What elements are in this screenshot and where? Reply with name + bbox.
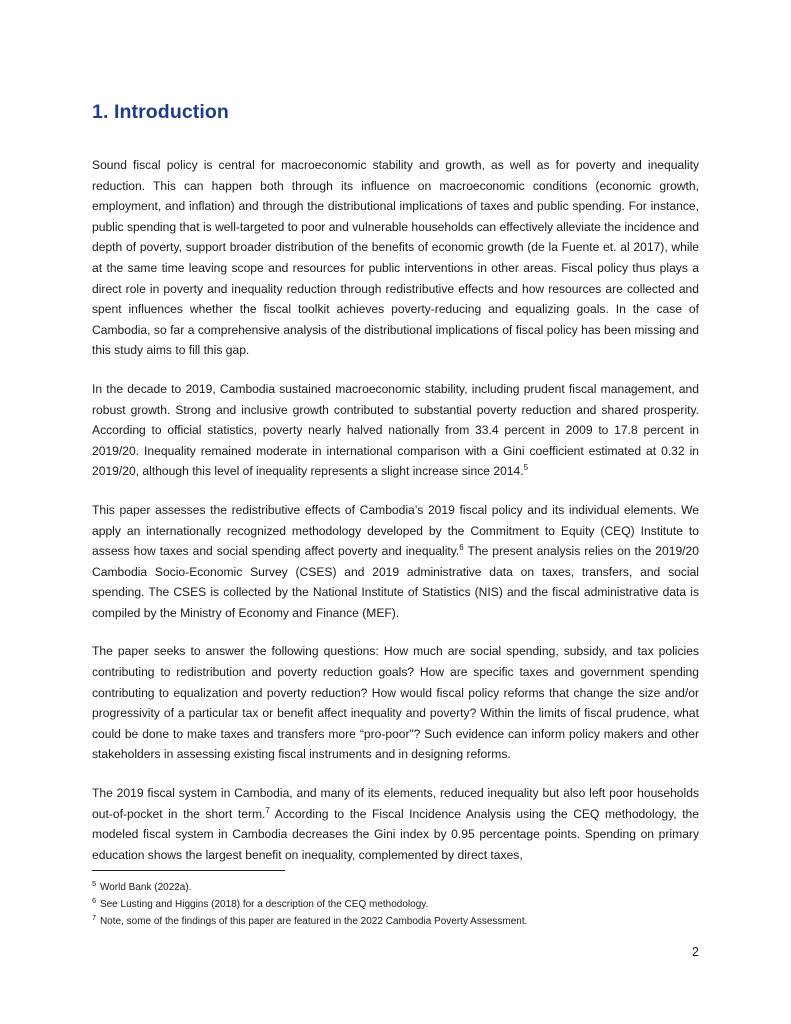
paragraph-3-text-a: This paper assesses the redistributive effects of Cambodia’s 2019 fiscal policy and its individual elements. We apply an internationally recognized methodology developed by the Commitment to Equity (CEQ) Institute to assess how taxes and social spending affect poverty and inequality. [92, 502, 699, 559]
page-number: 2 [692, 945, 699, 959]
footnote-number: 5 [92, 878, 97, 888]
footnote-ref-7[interactable]: 7 [265, 805, 270, 815]
footnote-text: See Lusting and Higgins (2018) for a description of the CEQ methodology. [99, 899, 429, 911]
footnote-item [92, 913, 699, 930]
footnote-number: 6 [92, 895, 97, 905]
paragraph-3-text-b: The present analysis relies on the 2019/20 Cambodia Socio-Economic Survey (CSES) and 2019 administrative data on taxes, transfers, and social spending. The CSES is collected by the National Institute of Statistics (NIS) and the fiscal administrative data is compiled by the Ministry of Economy and Finance (MEF). [92, 544, 699, 620]
paragraph-2 [92, 379, 699, 482]
section-title: 1. Introduction [92, 101, 229, 123]
footnote-item [92, 896, 699, 913]
paragraph-1: Sound fiscal policy is central for macroeconomic stability and growth, as well as for poverty and inequality reduction. This can happen both through its influence on macroeconomic conditions (economic growth, employment, and inflation) and through the distributional implications of taxes and public spending. For instance, public spending that is well-targeted to poor and vulnerable households can effectively alleviate the incidence and depth of poverty, support broader distribution of the benefits of economic growth (de la Fuente et. al 2017), while at the same time leaving scope and resources for public interventions in other areas. Fiscal policy thus plays a direct role in poverty and inequality reduction through redistributive effects and how resources are collected and spent influences whether the fiscal toolkit achieves poverty-reducing and equalizing goals. In the case of Cambodia, so far a comprehensive analysis of the distributional implications of fiscal policy has been missing and this study aims to fill this gap. [92, 158, 699, 358]
paragraph-5-text-b: According to the Fiscal Incidence Analysis using the CEQ methodology, the modeled fiscal system in Cambodia decreases the Gini index by 0.95 percentage points. Spending on primary education shows the largest benefit on inequality, complemented by direct taxes, [92, 806, 700, 862]
footnote-number: 7 [92, 913, 97, 923]
footnote-separator [92, 870, 285, 871]
paragraph-5-text-a: The 2019 fiscal system in Cambodia, and many of its elements, reduced inequality but also left poor households out-of-pocket in the short term. [92, 786, 699, 821]
footnote-item [92, 879, 699, 896]
body-text [92, 155, 699, 883]
footnote-text: Note, some of the findings of this paper are featured in the 2022 Cambodia Poverty Assessment. [99, 916, 528, 928]
footnote-text: World Bank (2022a). [99, 882, 192, 893]
paragraph-3 [92, 500, 699, 624]
paragraph-4: The paper seeks to answer the following questions: How much are social spending, subsidy, and tax policies contributing to redistribution and poverty reduction goals? How are specific taxes and government spending contributing to equalization and poverty reduction? How would fiscal policy reforms that change the size and/or progressivity of a particular tax or benefit affect inequality and poverty? Within the limits of fiscal prudence, what could be done to make taxes and transfers more “pro-poor”? Such evidence can inform policy makers and other stakeholders in assessing existing fiscal instruments and in designing reforms. [92, 644, 699, 762]
footnote-ref-6[interactable]: 6 [459, 543, 464, 553]
document-page [92, 0, 699, 1024]
footnotes [92, 879, 699, 931]
footnote-ref-5[interactable]: 5 [523, 463, 529, 473]
paragraph-5 [92, 783, 699, 865]
paragraph-2-text: In the decade to 2019, Cambodia sustained macroeconomic stability, including prudent fiscal management, and robust growth. Strong and inclusive growth contributed to substantial poverty reduction and shared prosperity. According to official statistics, poverty nearly halved nationally from 33.4 percent in 2009 to 17.8 percent in 2019/20. Inequality remained moderate in international comparison with a Gini coefficient estimated at 0.32 in 2019/20, although this level of inequality represents a slight increase since 2014. [92, 381, 699, 479]
